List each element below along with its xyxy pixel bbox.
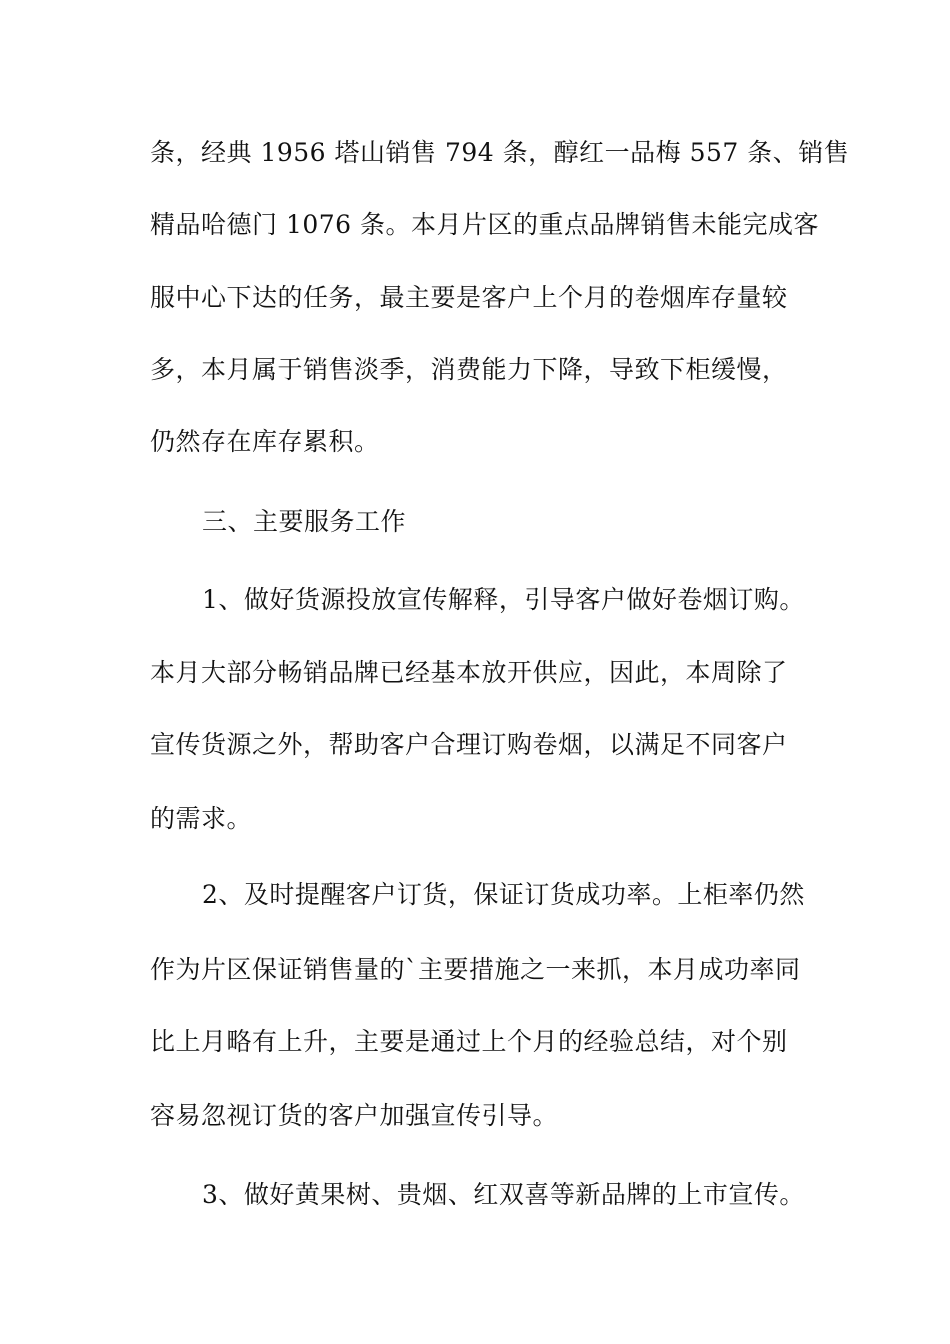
paragraph-line: 仍然存在库存累积。 xyxy=(150,427,380,456)
paragraph-line: 多，本月属于销售淡季，消费能力下降，导致下柜缓慢， xyxy=(150,355,788,384)
paragraph-line: 本月大部分畅销品牌已经基本放开供应，因此，本周除了 xyxy=(150,658,788,687)
section-heading: 三、主要服务工作 xyxy=(202,507,407,536)
paragraph-line: 比上月略有上升，主要是通过上个月的经验总结，对个别 xyxy=(150,1027,788,1056)
paragraph-line: 精品哈德门 1076 条。本月片区的重点品牌销售未能完成客 xyxy=(150,210,820,239)
paragraph-line: 服中心下达的任务，最主要是客户上个月的卷烟库存量较 xyxy=(150,283,788,312)
paragraph-line: 宣传货源之外，帮助客户合理订购卷烟，以满足不同客户 xyxy=(150,730,788,759)
paragraph-line: 的需求。 xyxy=(150,804,253,833)
paragraph-line: 条，经典 1956 塔山销售 794 条，醇红一品梅 557 条、销售 xyxy=(150,138,850,167)
paragraph-line: 3、做好黄果树、贵烟、红双喜等新品牌的上市宣传。 xyxy=(202,1180,805,1209)
paragraph-line: 2、及时提醒客户订货，保证订货成功率。上柜率仍然 xyxy=(202,880,805,909)
paragraph-line: 1、做好货源投放宣传解释，引导客户做好卷烟订购。 xyxy=(202,585,805,614)
paragraph-line: 容易忽视订货的客户加强宣传引导。 xyxy=(150,1101,559,1130)
paragraph-line: 作为片区保证销售量的`主要措施之一来抓，本月成功率同 xyxy=(150,955,801,984)
